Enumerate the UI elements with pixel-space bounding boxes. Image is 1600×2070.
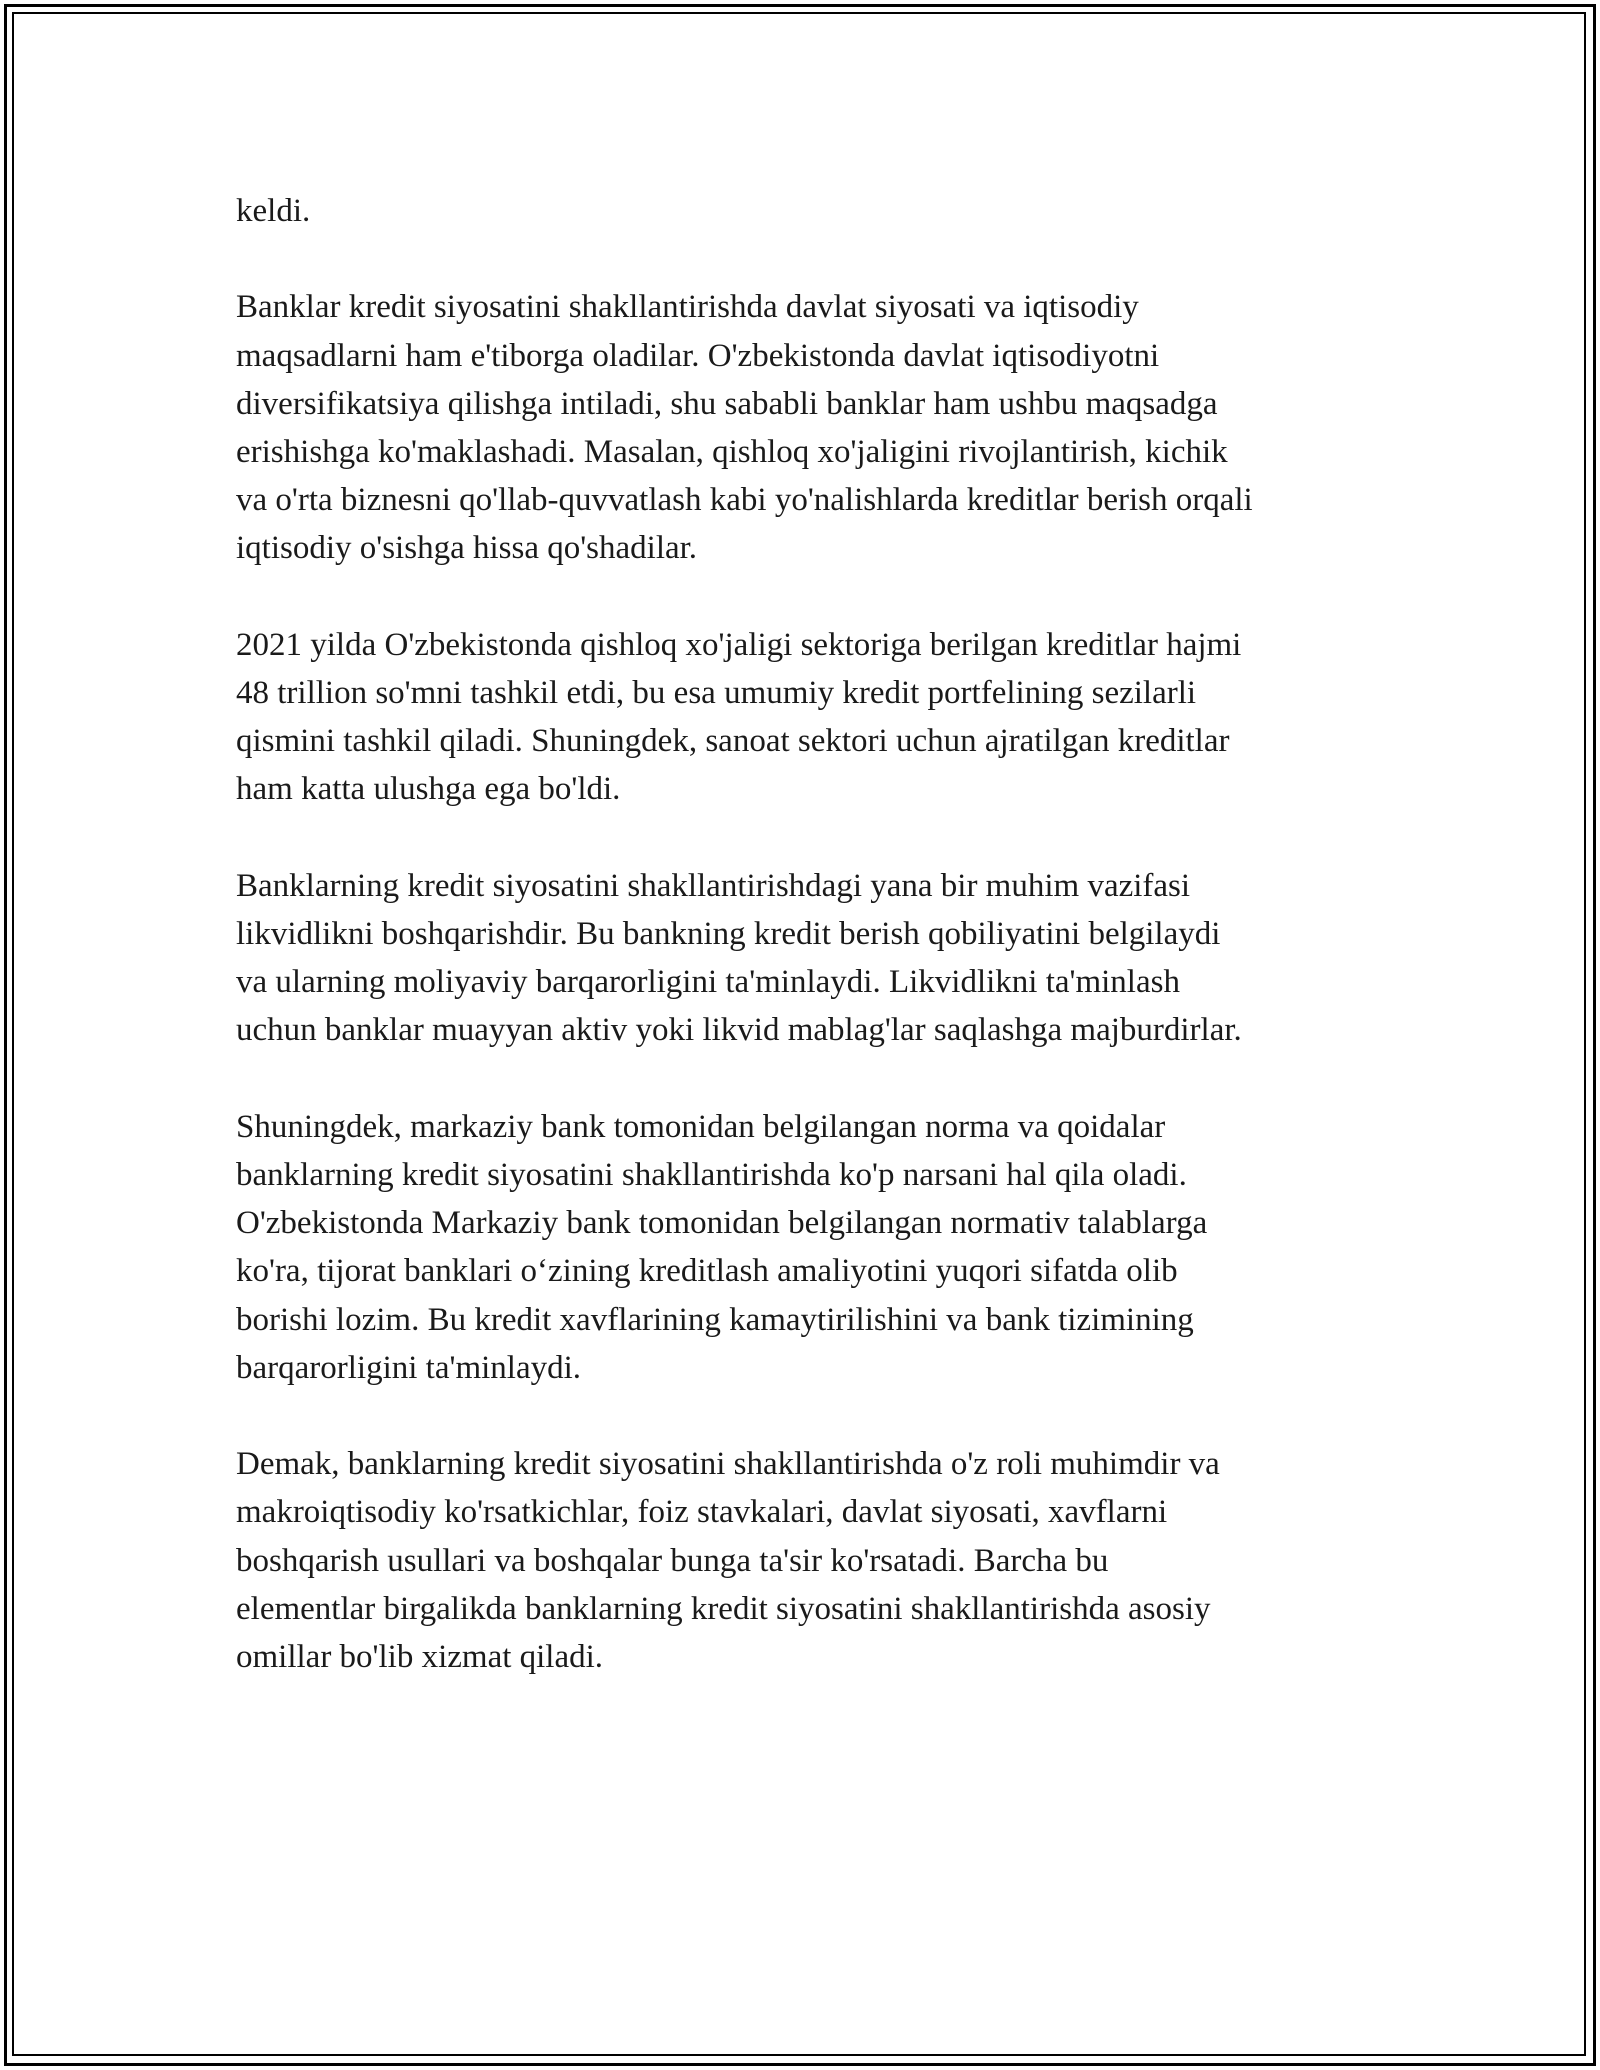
paragraph-conclusion: Demak, banklarning kredit siyosatini shakllantirishda o'z roli muhimdir va makroiqtisodiy ko'rsatkichlar, foiz stavkalari, davlat siyosati, xavflarni boshqarish usullari va boshqalar bunga ta'sir ko'rsatadi. Barcha bu elementlar birgalikda banklarning kredit siyosatini shakllantirishda asosiy omillar bo'lib xizmat qiladi. [236,1446,1220,1676]
paragraph-central-bank: Shuningdek, markaziy bank tomonidan belgilangan norma va qoidalar banklarning kredit siyosatini shakllantirishda ko'p narsani hal qila oladi. O'zbekistonda Markaziy bank tomonidan belgilangan normativ talablarga ko'ra, tijorat banklari o‘zining kreditlash amaliyotini yuqori sifatda olib borishi lozim. Bu kredit xavflarining kamaytirilishini va bank tizimining barqarorligini ta'minlaydi. [236,1108,1208,1386]
paragraph-liquidity: Banklarning kredit siyosatini shakllantirishdagi yana bir muhim vazifasi likvidlikni boshqarishdir. Bu bankning kredit berish qobiliyatini belgilaydi va ularning moliyaviy barqarorligini ta'minlaydi. Likvidlikni ta'minlash uchun banklar muayyan aktiv yoki likvid mablag'lar saqlashga majburdirlar. [236,867,1242,1049]
paragraph-state-policy: Banklar kredit siyosatini shakllantirishda davlat siyosati va iqtisodiy maqsadlarni ham e'tiborga oladilar. O'zbekistonda davlat iqtisodiyotni diversifikatsiya qilishga intiladi, shu sababli banklar ham ushbu maqsadga erishishga ko'maklashadi. Masalan, qishloq xo'jaligini rivojlantirish, kichik va o'rta biznesni qo'llab-quvvatlash kabi yo'nalishlarda kreditlar berish orqali iqtisodiy o'sishga hissa qo'shadilar. [236,289,1253,567]
document-body [236,187,1386,1729]
paragraph-continuation: keldi. [236,193,311,229]
paragraph-agriculture-credit: 2021 yilda O'zbekistonda qishloq xo'jaligi sektoriga berilgan kreditlar hajmi 48 trillion so'mni tashkil etdi, bu esa umumiy kredit portfelining sezilarli qismini tashkil qiladi. Shuningdek, sanoat sektori uchun ajratilgan kreditlar ham katta ulushga ega bo'ldi. [236,626,1242,808]
